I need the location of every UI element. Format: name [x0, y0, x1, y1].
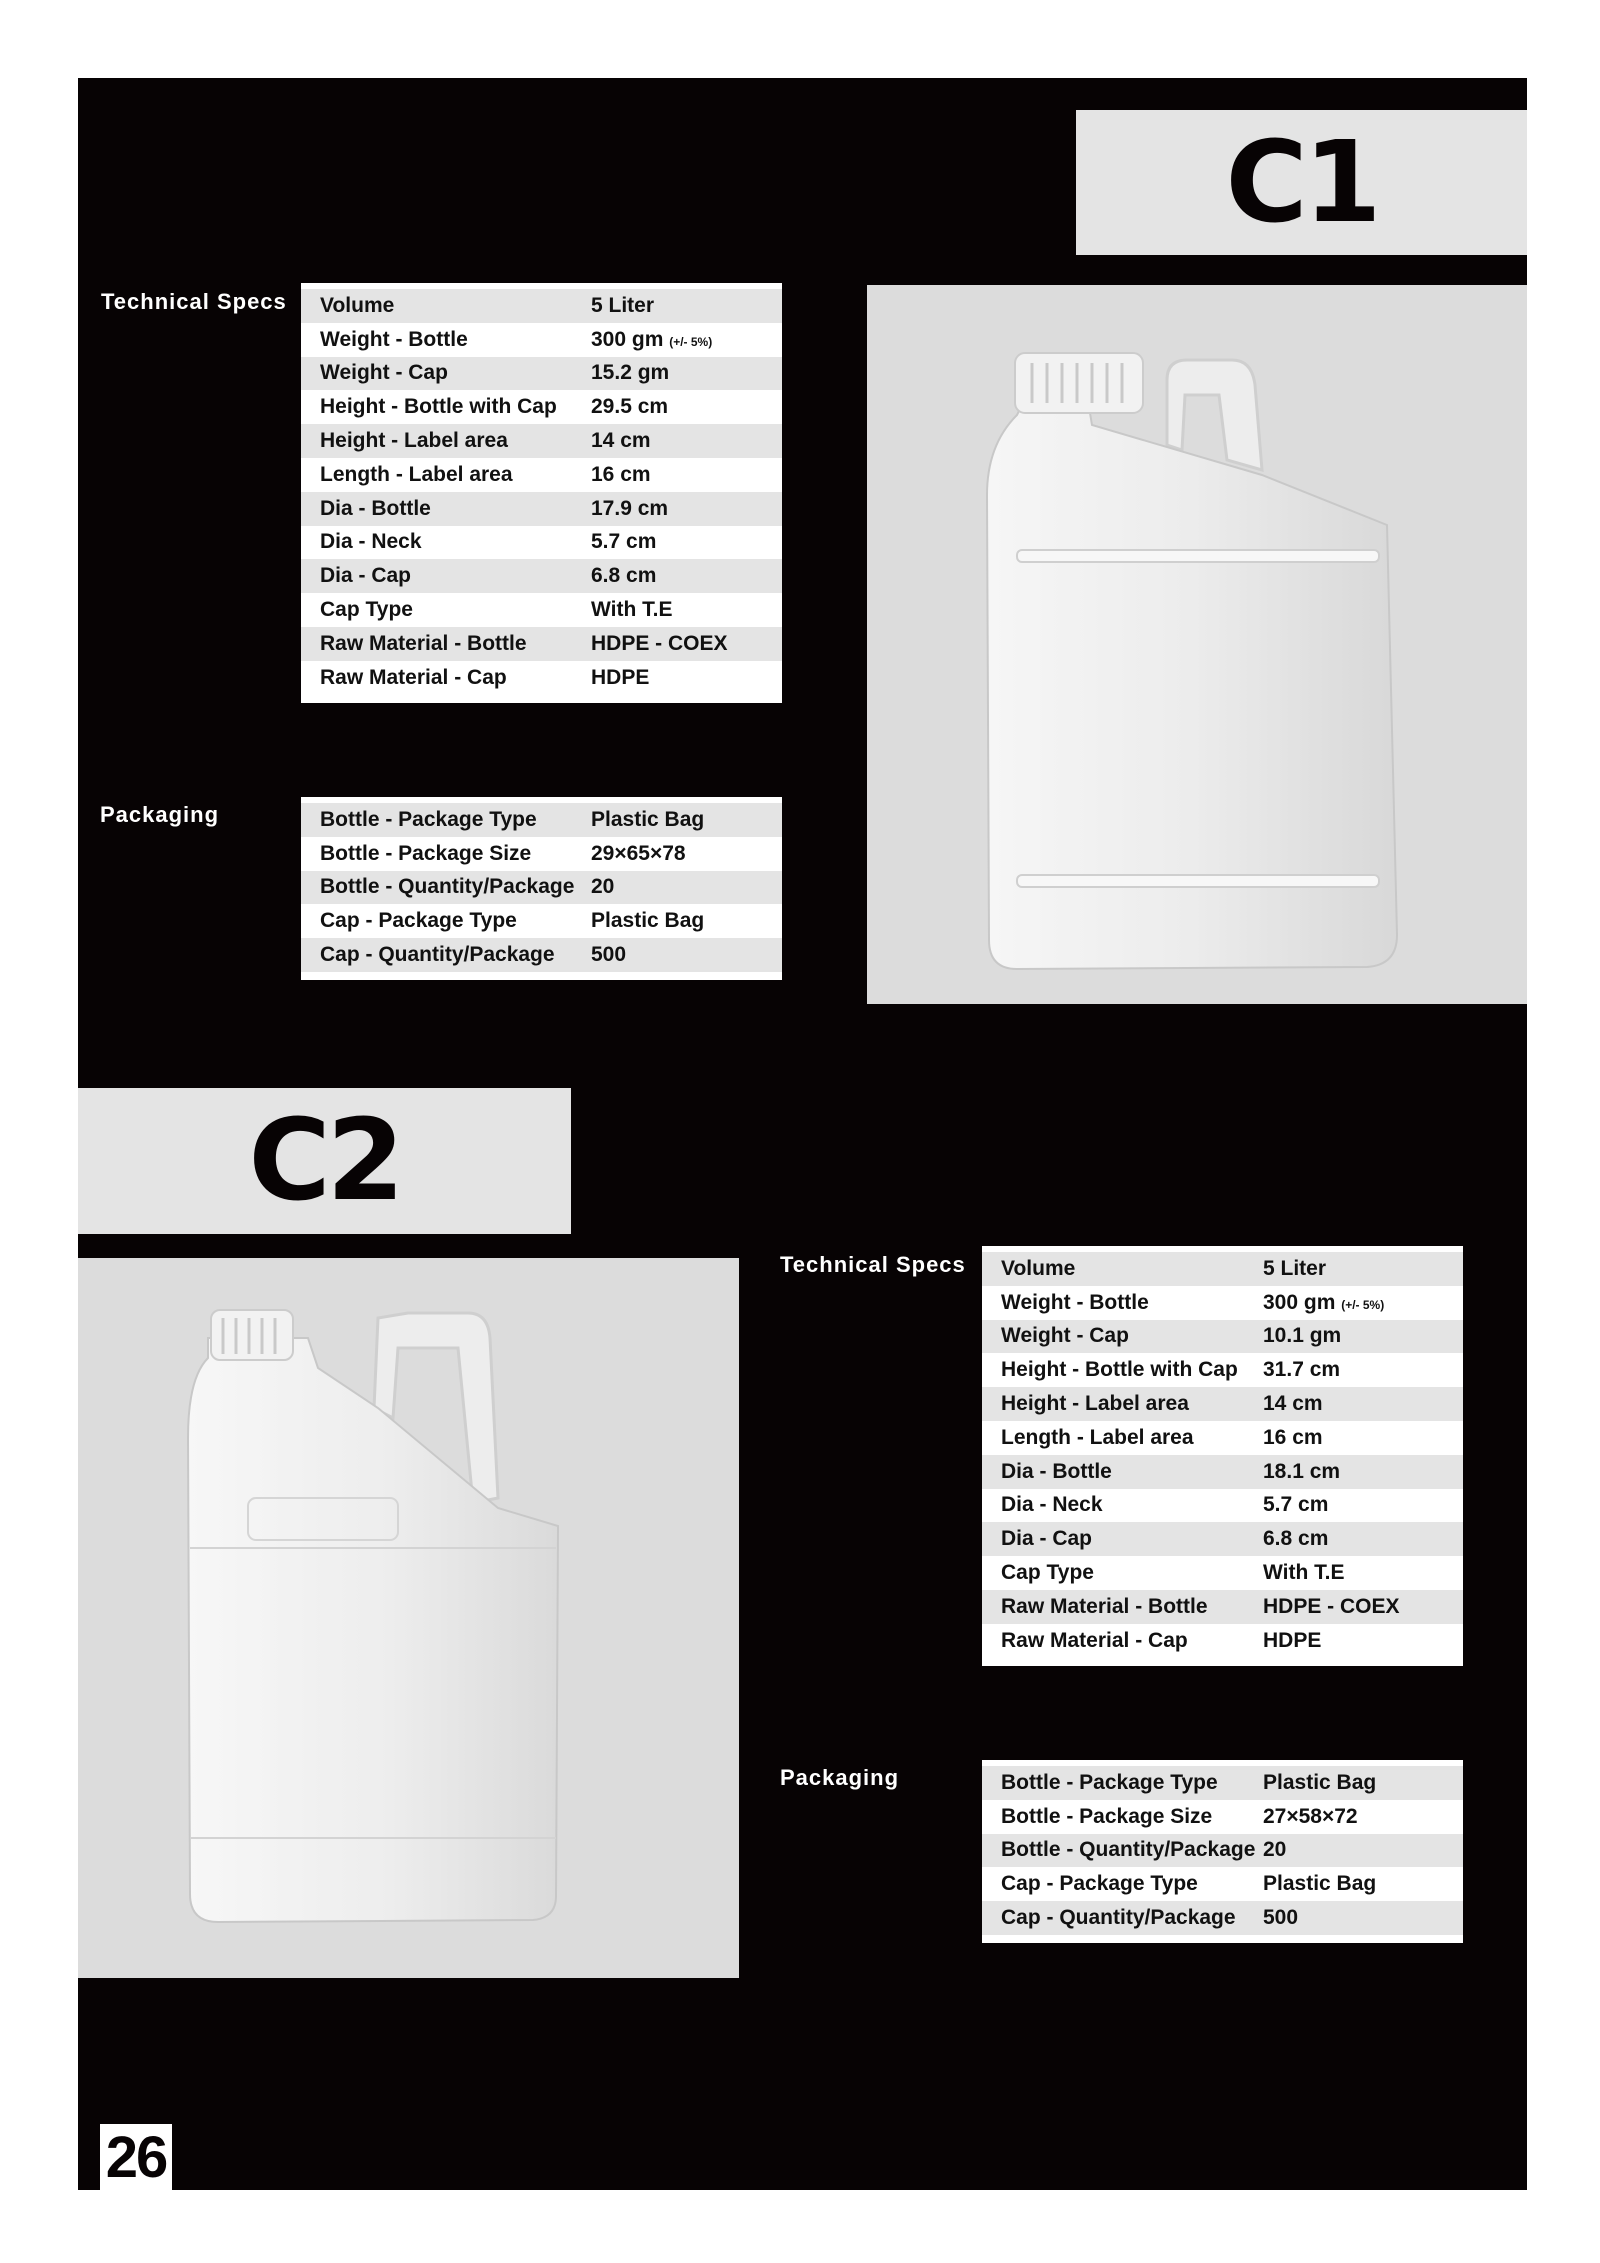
spec-key: Bottle - Package Size — [320, 841, 532, 865]
spec-row — [301, 323, 782, 357]
spec-row — [301, 593, 782, 627]
spec-value-text: 16 cm — [591, 462, 651, 486]
spec-row — [982, 1522, 1463, 1556]
spec-value — [1263, 1291, 1384, 1315]
spec-value — [591, 943, 626, 967]
spec-value — [591, 842, 686, 866]
spec-row — [301, 661, 782, 695]
c2-product-photo — [78, 1258, 739, 1978]
spec-key: Height - Bottle with Cap — [320, 395, 557, 419]
spec-row — [301, 424, 782, 458]
spec-value — [1263, 1460, 1340, 1484]
c2-packaging-table — [982, 1760, 1463, 1943]
spec-value — [1263, 1561, 1344, 1585]
spec-key: Dia - Neck — [1001, 1493, 1103, 1517]
spec-value-text: 10.1 gm — [1263, 1324, 1342, 1348]
model-label-c1: C1 — [1076, 110, 1527, 255]
spec-key: Dia - Bottle — [320, 496, 431, 520]
spec-value — [591, 632, 728, 656]
spec-value — [591, 395, 668, 419]
spec-row — [301, 803, 782, 837]
spec-row — [982, 1353, 1463, 1387]
c2-specs-table — [982, 1246, 1463, 1666]
spec-key: Weight - Bottle — [1001, 1290, 1149, 1314]
spec-key: Cap - Package Type — [320, 909, 517, 933]
c1-specs-table — [301, 283, 782, 703]
spec-value — [1263, 1629, 1321, 1653]
spec-value-text: Plastic Bag — [591, 807, 705, 831]
spec-row — [982, 1455, 1463, 1489]
spec-row — [982, 1387, 1463, 1421]
spec-value — [1263, 1771, 1376, 1795]
spec-value — [591, 808, 704, 832]
spec-value-text: 500 — [591, 943, 627, 967]
spec-row — [982, 1489, 1463, 1523]
spec-key: Cap Type — [320, 598, 413, 622]
spec-value — [1263, 1426, 1323, 1450]
c2-technical-specs-label: Technical Specs — [780, 1252, 966, 1277]
spec-value — [591, 875, 614, 899]
spec-value — [591, 328, 712, 352]
spec-key: Cap Type — [1001, 1561, 1094, 1585]
spec-value-text: HDPE — [591, 665, 650, 689]
spec-key: Volume — [1001, 1256, 1076, 1280]
spec-row — [982, 1590, 1463, 1624]
spec-row — [982, 1421, 1463, 1455]
spec-key: Dia - Bottle — [1001, 1459, 1112, 1483]
spec-row — [982, 1556, 1463, 1590]
spec-value-text: With T.E — [591, 598, 673, 622]
spec-value — [591, 909, 704, 933]
spec-value — [591, 361, 669, 385]
spec-value-text: 5 Liter — [1263, 1256, 1327, 1280]
spec-value — [1263, 1805, 1358, 1829]
spec-key: Bottle - Package Type — [1001, 1770, 1218, 1794]
spec-key: Length - Label area — [320, 462, 513, 486]
spec-key: Volume — [320, 293, 395, 317]
spec-row — [301, 837, 782, 871]
spec-value-text: Plastic Bag — [1263, 1872, 1377, 1896]
spec-value — [1263, 1324, 1341, 1348]
spec-value-text: 15.2 gm — [591, 361, 670, 385]
spec-value-text: 14 cm — [591, 429, 651, 453]
spec-value — [591, 598, 672, 622]
spec-row — [301, 559, 782, 593]
spec-row — [301, 458, 782, 492]
spec-value-text: 5.7 cm — [1263, 1493, 1329, 1517]
c1-packaging-table — [301, 797, 782, 980]
spec-key: Raw Material - Bottle — [1001, 1594, 1208, 1618]
spec-row — [982, 1766, 1463, 1800]
spec-key: Raw Material - Cap — [320, 665, 507, 689]
spec-value-text: 500 — [1263, 1906, 1299, 1930]
spec-key: Bottle - Quantity/Package — [1001, 1838, 1256, 1862]
spec-value-text: 16 cm — [1263, 1425, 1323, 1449]
spec-value-text: 17.9 cm — [591, 496, 669, 520]
spec-value-text: HDPE - COEX — [1263, 1594, 1400, 1618]
spec-value-text: 5.7 cm — [591, 530, 657, 554]
spec-key: Length - Label area — [1001, 1425, 1194, 1449]
spec-value-text: 20 — [1263, 1838, 1287, 1862]
spec-value — [591, 497, 668, 521]
spec-value — [591, 463, 651, 487]
spec-row — [301, 526, 782, 560]
spec-key: Bottle - Quantity/Package — [320, 875, 575, 899]
spec-row — [982, 1252, 1463, 1286]
spec-key: Cap - Package Type — [1001, 1872, 1198, 1896]
spec-value-text: With T.E — [1263, 1561, 1345, 1585]
spec-key: Raw Material - Cap — [1001, 1628, 1188, 1652]
spec-value — [1263, 1595, 1400, 1619]
spec-row — [301, 390, 782, 424]
spec-key: Height - Label area — [320, 429, 508, 453]
spec-row — [301, 492, 782, 526]
spec-value-text: 6.8 cm — [591, 564, 657, 588]
c2-packaging-label: Packaging — [780, 1765, 900, 1790]
spec-value-text: 27×58×72 — [1263, 1804, 1358, 1828]
spec-tolerance: (+/- 5%) — [669, 334, 713, 349]
spec-value — [1263, 1358, 1340, 1382]
spec-row — [301, 289, 782, 323]
spec-tolerance: (+/- 5%) — [1341, 1297, 1385, 1312]
spec-key: Bottle - Package Size — [1001, 1804, 1213, 1828]
spec-key: Height - Label area — [1001, 1392, 1189, 1416]
spec-row — [982, 1867, 1463, 1901]
spec-value — [1263, 1493, 1328, 1517]
spec-value-text: 29×65×78 — [591, 841, 686, 865]
spec-value-text: Plastic Bag — [1263, 1770, 1377, 1794]
spec-value — [1263, 1527, 1328, 1551]
spec-row — [982, 1320, 1463, 1354]
spec-row — [301, 357, 782, 391]
spec-value-text: HDPE — [1263, 1628, 1322, 1652]
c2-jerrycan-image — [78, 1258, 739, 1978]
spec-row — [982, 1800, 1463, 1834]
spec-value — [591, 429, 651, 453]
spec-row — [982, 1834, 1463, 1868]
spec-value — [591, 564, 656, 588]
spec-key: Dia - Cap — [1001, 1527, 1093, 1551]
spec-value-text: 31.7 cm — [1263, 1358, 1341, 1382]
spec-row — [301, 904, 782, 938]
spec-value — [1263, 1257, 1326, 1281]
page-number: 26 — [100, 2124, 172, 2190]
spec-value-text: 29.5 cm — [591, 395, 669, 419]
spec-value-text: 14 cm — [1263, 1392, 1323, 1416]
c1-technical-specs-label: Technical Specs — [101, 289, 287, 314]
spec-key: Cap - Quantity/Package — [320, 943, 555, 967]
spec-value-text: HDPE - COEX — [591, 631, 728, 655]
spec-value — [1263, 1872, 1376, 1896]
spec-value — [1263, 1838, 1286, 1862]
spec-row — [982, 1624, 1463, 1658]
spec-value — [591, 294, 654, 318]
spec-key: Bottle - Package Type — [320, 807, 537, 831]
spec-row — [301, 871, 782, 905]
spec-value-text: 300 gm — [1263, 1290, 1336, 1314]
spec-row — [301, 627, 782, 661]
c1-jerrycan-image — [867, 285, 1527, 1004]
spec-key: Height - Bottle with Cap — [1001, 1358, 1238, 1382]
spec-value — [591, 530, 656, 554]
spec-row — [301, 938, 782, 972]
spec-value-text: 20 — [591, 875, 615, 899]
spec-value-text: 5 Liter — [591, 293, 655, 317]
spec-row — [982, 1286, 1463, 1320]
spec-key: Weight - Bottle — [320, 327, 468, 351]
spec-value — [1263, 1392, 1323, 1416]
spec-key: Weight - Cap — [320, 361, 448, 385]
spec-value-text: 18.1 cm — [1263, 1459, 1341, 1483]
spec-key: Cap - Quantity/Package — [1001, 1906, 1236, 1930]
spec-row — [982, 1901, 1463, 1935]
spec-value-text: 300 gm — [591, 327, 664, 351]
spec-key: Dia - Cap — [320, 564, 412, 588]
model-label-c2: C2 — [78, 1088, 571, 1234]
spec-value-text: Plastic Bag — [591, 909, 705, 933]
spec-key: Weight - Cap — [1001, 1324, 1129, 1348]
spec-key: Dia - Neck — [320, 530, 422, 554]
spec-key: Raw Material - Bottle — [320, 631, 527, 655]
c1-packaging-label: Packaging — [100, 802, 220, 827]
c1-product-photo — [867, 285, 1527, 1004]
spec-value-text: 6.8 cm — [1263, 1527, 1329, 1551]
spec-value — [591, 666, 649, 690]
spec-value — [1263, 1906, 1298, 1930]
